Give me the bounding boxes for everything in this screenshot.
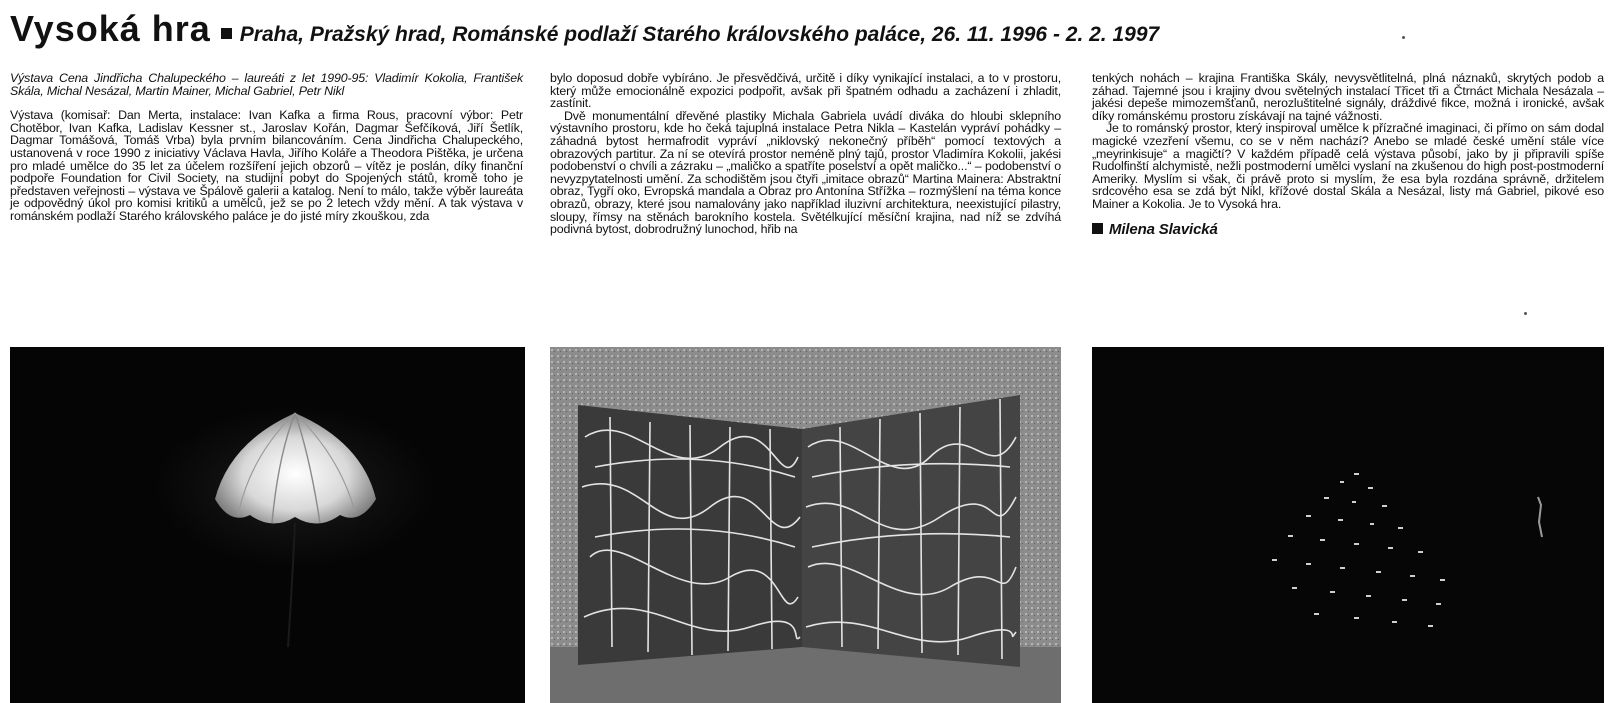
paragraph: Je to románský prostor, který inspiroval umělce k přízračné imaginaci, či přímo on sám dodal magické vzezření všemu, co se v něm nachází? Anebo se mladé české umění stále více „meyrinkisuje“ a magičtí? V každém případě celá výstava působí, jako by ji připravili spíše Rudolfinští alchymisté, nežli postmoderní umělci vyslaní na zkušenou do high post-postmoderní Ameriky. Myslím si však, či právě proto si myslím, že esa byla rozdána správně, držitelem srdcového esa se zdá být Nikl, křížové dostal Skála a Nesázal, listy má Gabriel, pikové eso Mainer a Kokolia. Je to Vysoká hra. xyxy=(1092,121,1604,211)
photo-folding-screen xyxy=(550,347,1061,703)
paragraph: tenkých nohách – krajina Františka Skály, nevysvětlitelná, plná náznaků, skrytých podob a záhad. Tajemné jsou i krajiny dvou světelných instalací Třicet tři a Čtrnáct Michala Nesázala – jakési depeše mimozemšťanů, nerozluštitelné signály, dráždivé fikce, možná i ironické, avšak díky románskému prostoru získávají na tajné vážnosti. xyxy=(1092,71,1604,123)
sculpture-image xyxy=(10,347,525,703)
article-title: Vysoká hra xyxy=(10,8,211,49)
screen-installation-image xyxy=(550,347,1061,703)
author-name: Milena Slavická xyxy=(1109,220,1218,238)
paragraph: Dvě monumentální dřevěné plastiky Michala Gabriela uvádí diváka do hloubi sklepního výstavního prostoru, kde ho čeká tajuplná instalace Petra Nikla – Kastelán vypráví pohádky – záhadná bytost hermafrodit vypráví „niklovský nekonečný příběh“ pomocí textových a obrazových partitur. Za ní se otevírá prostor neméně plný tajů, prostor Vladimíra Kokolii, jakési podobenství o chvíli a zázraku – „maličko a spatříte poselství a opět maličko...“ – podobenství o nevyzpytatelnosti umění. Za schodištěm jsou čtyři „imitace obrazů“ Martina Mainera: Abstraktní obraz, Tygří oko, Evropská mandala a Obraz pro Antonína Střížka – rozmýšlení na téma konce obrazů, obrazy, které jsou namalovány jako například iluzivní architektura, neexistující pilastry, sloupy, římsy na stěnách barokního kostela. Světélkující měsíční krajina, nad níž se zdvíhá podivná bytost, dobrodružný lunochod, hřib na xyxy=(550,108,1061,237)
print-speck xyxy=(1524,312,1527,315)
text-column-2 xyxy=(550,72,1061,236)
headline xyxy=(10,8,1600,52)
text-column-1 xyxy=(10,72,523,223)
text-column-3 xyxy=(1092,72,1604,239)
photo-glowing-sculpture xyxy=(10,347,525,703)
print-speck xyxy=(1402,36,1405,39)
photo-light-installation xyxy=(1092,347,1604,703)
paragraph: bylo doposud dobře vybíráno. Je přesvědčivá, určitě i díky vynikající instalaci, a to v prostoru, který může emocionálně expozici podpořit, avšak při špatném odhadu a zacházení i zhladit, zastínit. xyxy=(550,71,1061,111)
square-bullet-icon xyxy=(221,28,232,39)
light-dots-image xyxy=(1092,347,1604,703)
author-signature xyxy=(1092,221,1604,239)
paragraph: Výstava (komisař: Dan Merta, instalace: Ivan Kafka a firma Rous, pracovní výbor: Petr Chotěbor, Ivan Kafka, Ladislav Kessner st., Jaroslav Kořán, Dagmar Šefčíková, Jiří Šetlík, Dagmar Tomášová, Tomáš Vrba) byla prvním bilancováním. Cena Jindřicha Chalupeckého, ustanovená v roce 1990 z iniciativy Václava Havla, Jiřího Koláře a Theodora Pištěka, je určena pro mladé umělce do 35 let za účelem rozšíření jejich obzorů – vítěz je poslán, díky finanční podpoře Foundation for Civil Society, na studijní pobyt do Spojených států, kromě toho je představen veřejnosti – výstava ve Špálově galerii a katalog. Není to málo, takže výběr laureáta je odpovědný úkol pro komisi kritiků a umělců, jež se po 2 letech vždy mění. A tak výstava v románském podlaží Starého královského paláce je do jisté míry zkouškou, zda xyxy=(10,108,523,223)
square-bullet-icon xyxy=(1092,223,1103,234)
article-subtitle: Praha, Pražský hrad, Románské podlaží Starého královského paláce, 26. 11. 1996 - 2. 2. 1997 xyxy=(239,23,1160,46)
article-intro: Výstava Cena Jindřicha Chalupeckého – laureáti z let 1990-95: Vladimír Kokolia, František Skála, Michal Nesázal, Martin Mainer, Michal Gabriel, Petr Nikl xyxy=(10,71,523,98)
